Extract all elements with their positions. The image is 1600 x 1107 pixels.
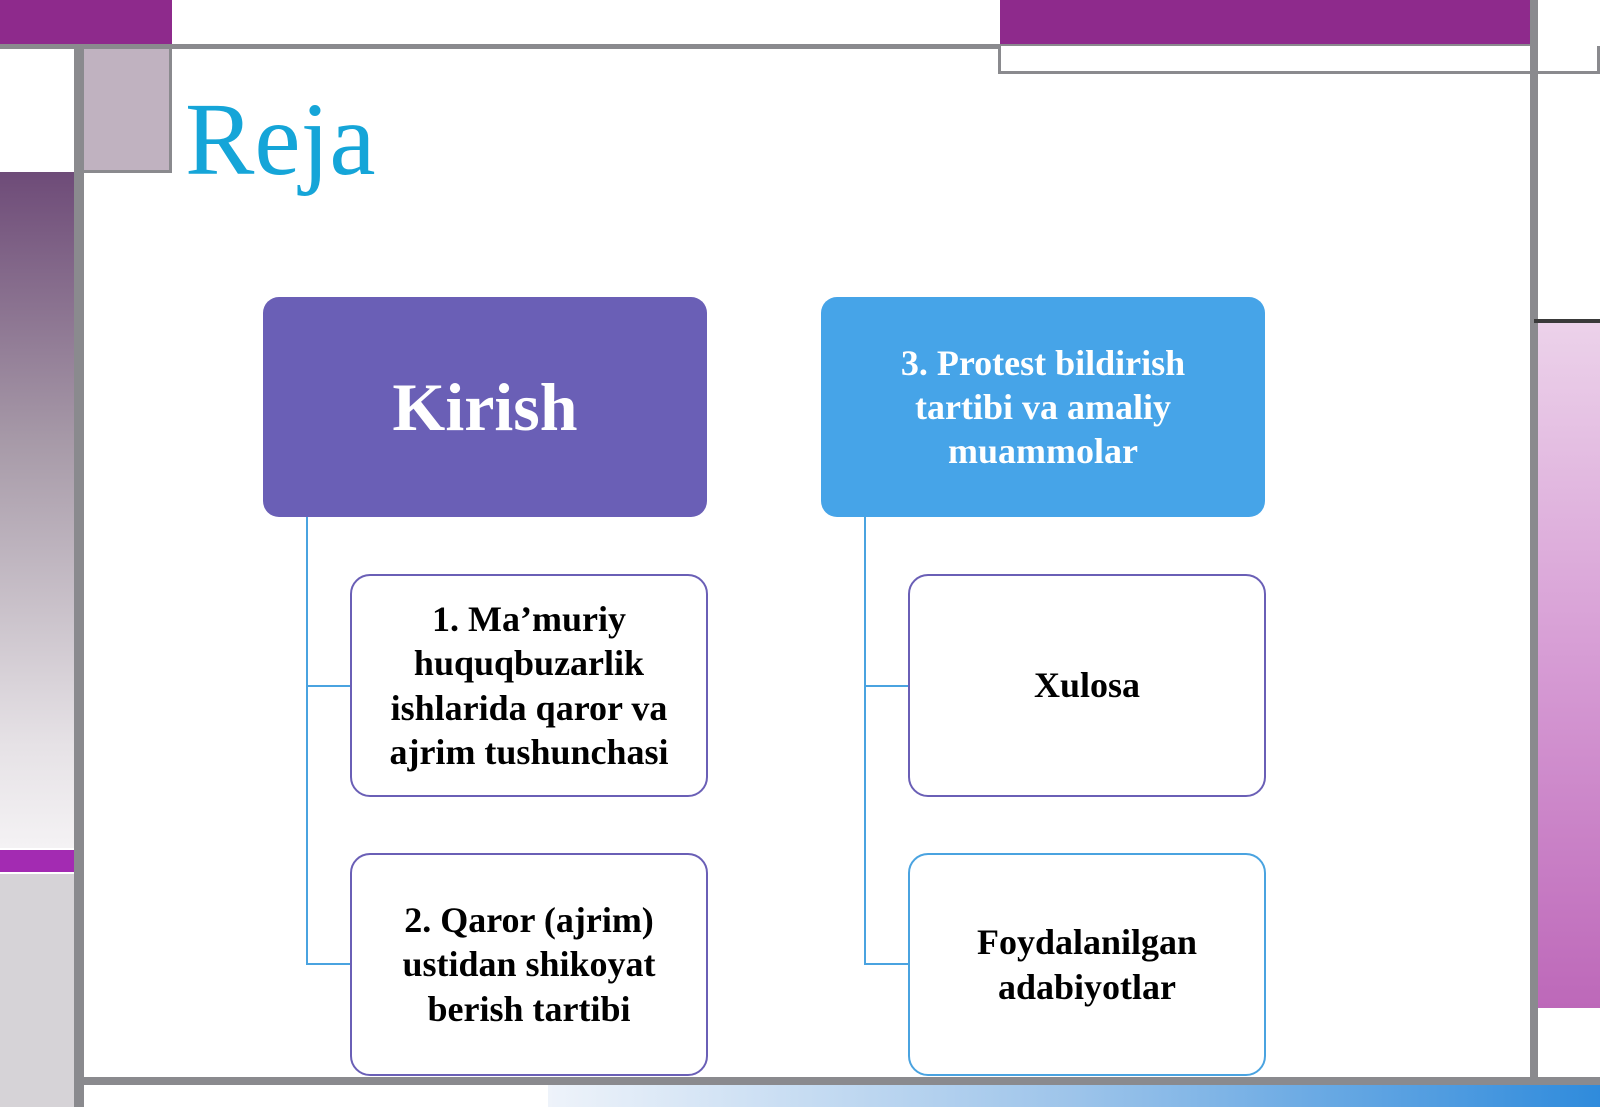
left-connector-vertical [306, 517, 308, 965]
right-gradient-band [1538, 323, 1600, 1008]
left-gradient-band [0, 172, 74, 848]
right-item-box-2 [908, 853, 1266, 1076]
bottom-white-block [84, 1085, 548, 1107]
left-connector-branch-2 [306, 963, 350, 965]
left-item-label-2: 2. Qaror (ajrim) ustidan shikoyat berish tartibi [402, 900, 656, 1029]
right-item-label-2: Foydalanilgan adabiyotlar [976, 922, 1198, 1007]
left-connector-branch-1 [306, 685, 350, 687]
corner-mauve-square [84, 49, 172, 173]
left-purple-accent [0, 850, 80, 872]
right-header-label: 3. Protest bildirish tartibi va amaliy muammolar [900, 342, 1186, 472]
right-frame-rule [1530, 0, 1538, 1080]
top-left-accent-bar [0, 0, 172, 46]
left-frame-white-block [0, 49, 74, 169]
bottom-gradient-band [548, 1085, 1600, 1107]
right-item-label-1: Xulosa [1033, 665, 1141, 706]
top-right-accent-bar [1000, 0, 1530, 46]
top-right-frame [998, 46, 1600, 74]
right-connector-branch-2 [864, 963, 908, 965]
right-item-box-1 [908, 574, 1266, 797]
left-gray-block [0, 874, 74, 1107]
left-item-label-1: 1. Ma’muriy huquqbuzarlik ishlarida qaror va ajrim tushunchasi [389, 598, 669, 772]
right-header-box [821, 297, 1265, 517]
bottom-frame-rule [84, 1077, 1600, 1085]
left-header-box [263, 297, 707, 517]
right-connector-branch-1 [864, 685, 908, 687]
left-header-label: Kirish [392, 368, 578, 445]
right-connector-vertical [864, 517, 866, 965]
left-item-box-2 [350, 853, 708, 1076]
right-frame-white-block [1538, 74, 1600, 319]
slide-title: Reja [185, 82, 376, 197]
left-frame-rule [74, 49, 84, 1107]
left-item-box-1 [350, 574, 708, 797]
